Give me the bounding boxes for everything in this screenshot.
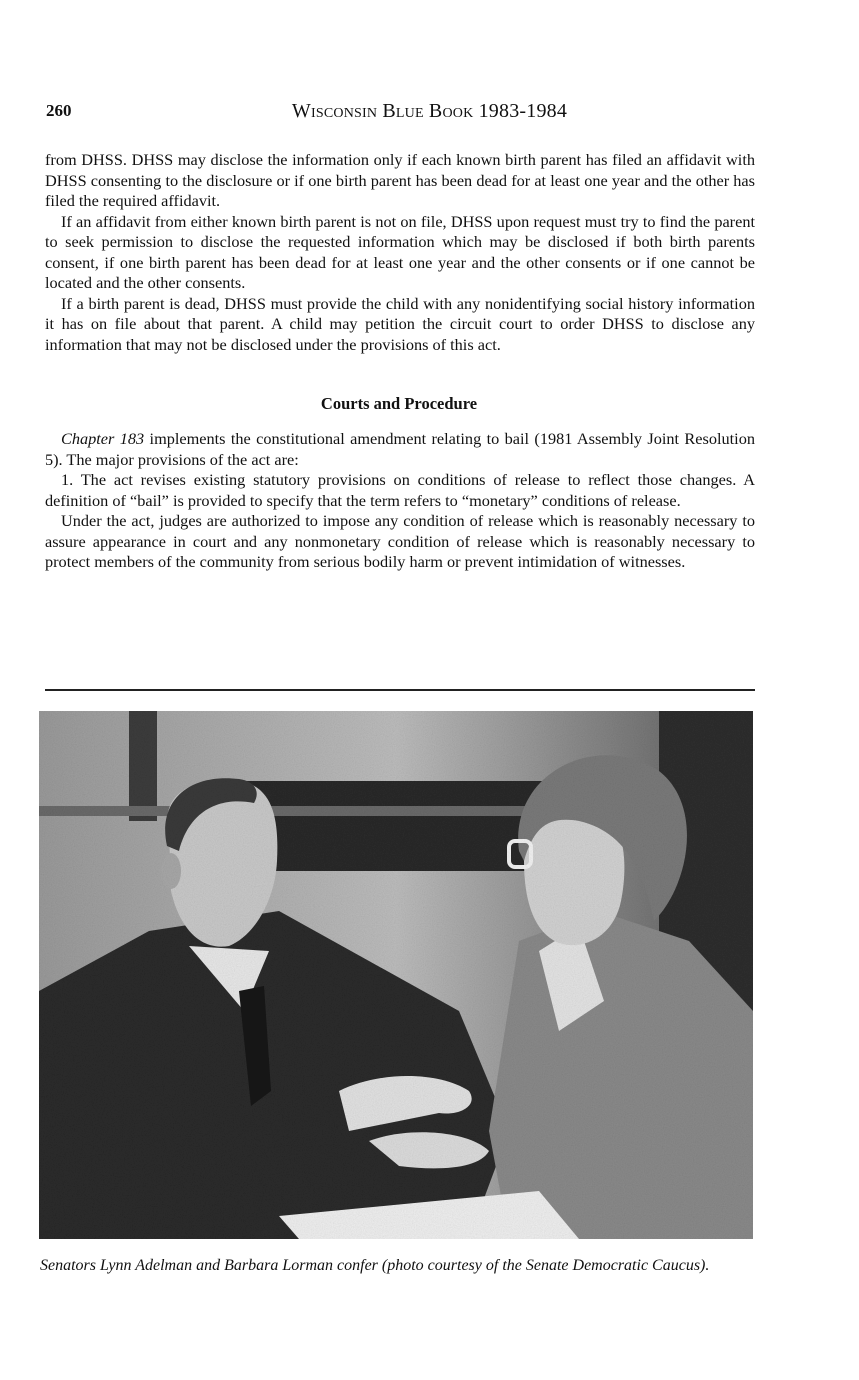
list-item: 1. The act revises existing statutory provisions on conditions of release to reflect those changes. A definition of “bail” is provided to specify that the term refers to “monetary” conditions of release. — [45, 470, 755, 510]
paragraph — [45, 429, 755, 470]
running-head — [0, 100, 859, 123]
page-number: 260 — [46, 101, 72, 120]
running-head-title: Wisconsin Blue Book 1983-1984 — [291, 100, 568, 122]
adoption-text — [45, 150, 755, 355]
paragraph: from DHSS. DHSS may disclose the information only if each known birth parent has filed an affidavit with DHSS consenting to the disclosure or if one birth parent has been dead for at least one year and the other has filed the required affidavit. — [45, 150, 755, 210]
courts-text — [45, 429, 755, 573]
intro-text: implements the constitutional amendment relating to bail (1981 Assembly Joint Resolution 5). The major provisions of the act are: — [45, 429, 755, 469]
photo-illustration — [39, 711, 753, 1239]
paragraph: If an affidavit from either known birth parent is not on file, DHSS upon request must try to find the parent to seek permission to disclose the requested information which may be disclosed if both birth parents consent, if one birth parent has been dead for at least one year and the other consents or if one cannot be located and the other consents. — [45, 211, 755, 292]
photo-caption: Senators Lynn Adelman and Barbara Lorman confer (photo courtesy of the Senate Democratic Caucus). — [40, 1257, 710, 1274]
section-heading: Courts and Procedure — [320, 394, 478, 413]
chapter-reference: Chapter 183 — [61, 429, 145, 448]
senators-photo — [39, 711, 753, 1239]
horizontal-rule — [45, 689, 755, 691]
paragraph: If a birth parent is dead, DHSS must provide the child with any nonidentifying social history information it has on file about that parent. A child may petition the circuit court to order DHSS to disclose any information that may not be disclosed under the provisions of this act. — [45, 293, 755, 354]
paragraph: Under the act, judges are authorized to impose any condition of release which is reasonably necessary to assure appearance in court and any nonmonetary condition of release which is reasonably necessary to protect members of the community from serious bodily harm or prevent intimidation of witnesses. — [45, 511, 755, 571]
